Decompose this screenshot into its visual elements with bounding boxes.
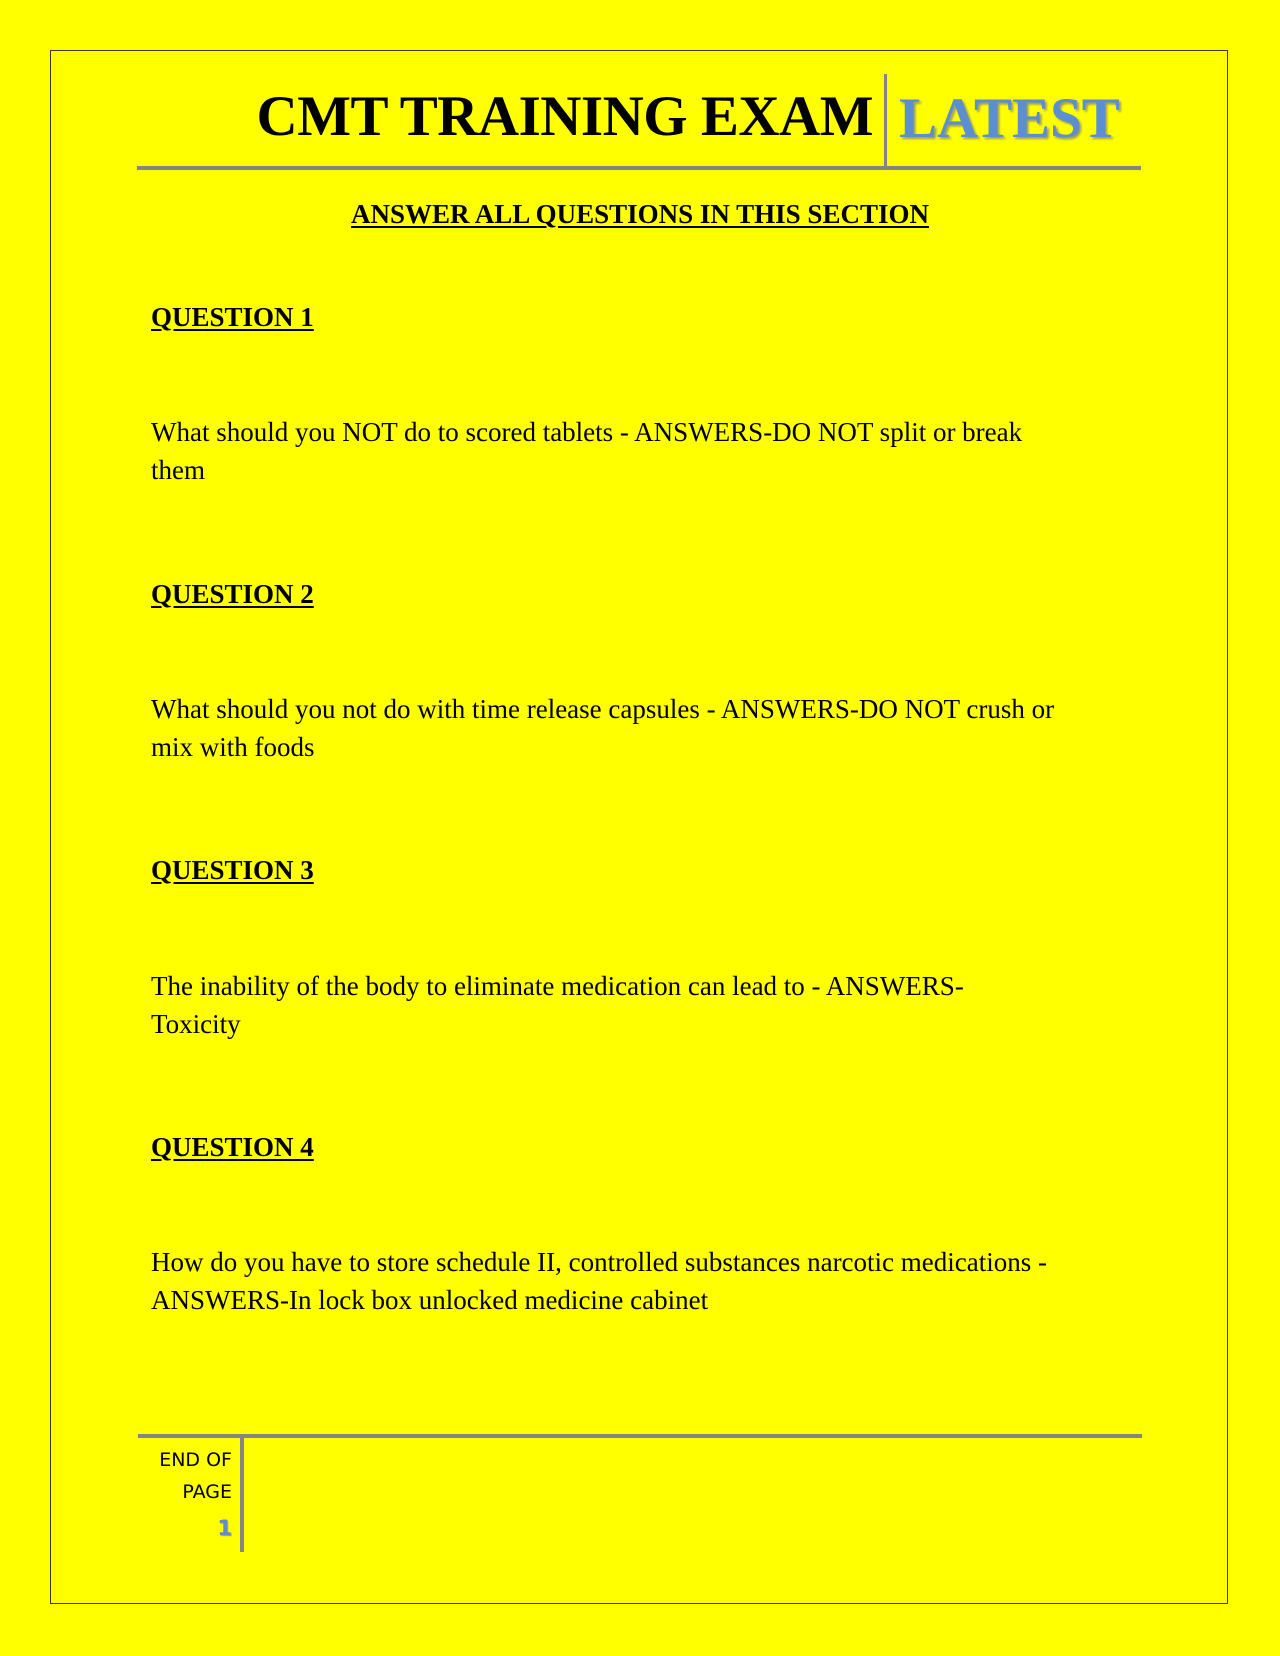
question-2-label: QUESTION 2 [151, 579, 314, 609]
page-footer [138, 1434, 1142, 1554]
document-title: CMT TRAINING EXAM [256, 85, 873, 148]
question-3-text: The inability of the body to eliminate medication can lead to - ANSWERS-Toxicity [151, 971, 964, 1039]
footer-line-2: PAGE [182, 1481, 232, 1503]
question-1-label: QUESTION 1 [151, 302, 314, 332]
section-heading: ANSWER ALL QUESTIONS IN THIS SECTION [351, 199, 929, 229]
question-4-label: QUESTION 4 [151, 1132, 314, 1162]
question-1-text: What should you NOT do to scored tablets - ANSWERS-DO NOT split or break them [151, 417, 1023, 485]
footer-line-1: END OF [159, 1449, 232, 1471]
footer-divider [240, 1434, 244, 1552]
question-2-text: What should you not do with time release capsules - ANSWERS-DO NOT crush or mix with foods [151, 694, 1055, 762]
header-rule [137, 166, 1141, 170]
footer-rule [138, 1434, 1142, 1438]
page-number: 1 [217, 1516, 232, 1540]
question-3-label: QUESTION 3 [151, 855, 314, 885]
footer-label [138, 1444, 232, 1544]
header-divider [884, 74, 887, 168]
page-header [137, 74, 1141, 170]
page-border [50, 50, 1228, 1604]
question-4-text: How do you have to store schedule II, controlled substances narcotic medications - ANSWERS-In lock box unlocked medicine cabinet [151, 1247, 1047, 1315]
document-subtitle: LATEST [899, 87, 1120, 150]
